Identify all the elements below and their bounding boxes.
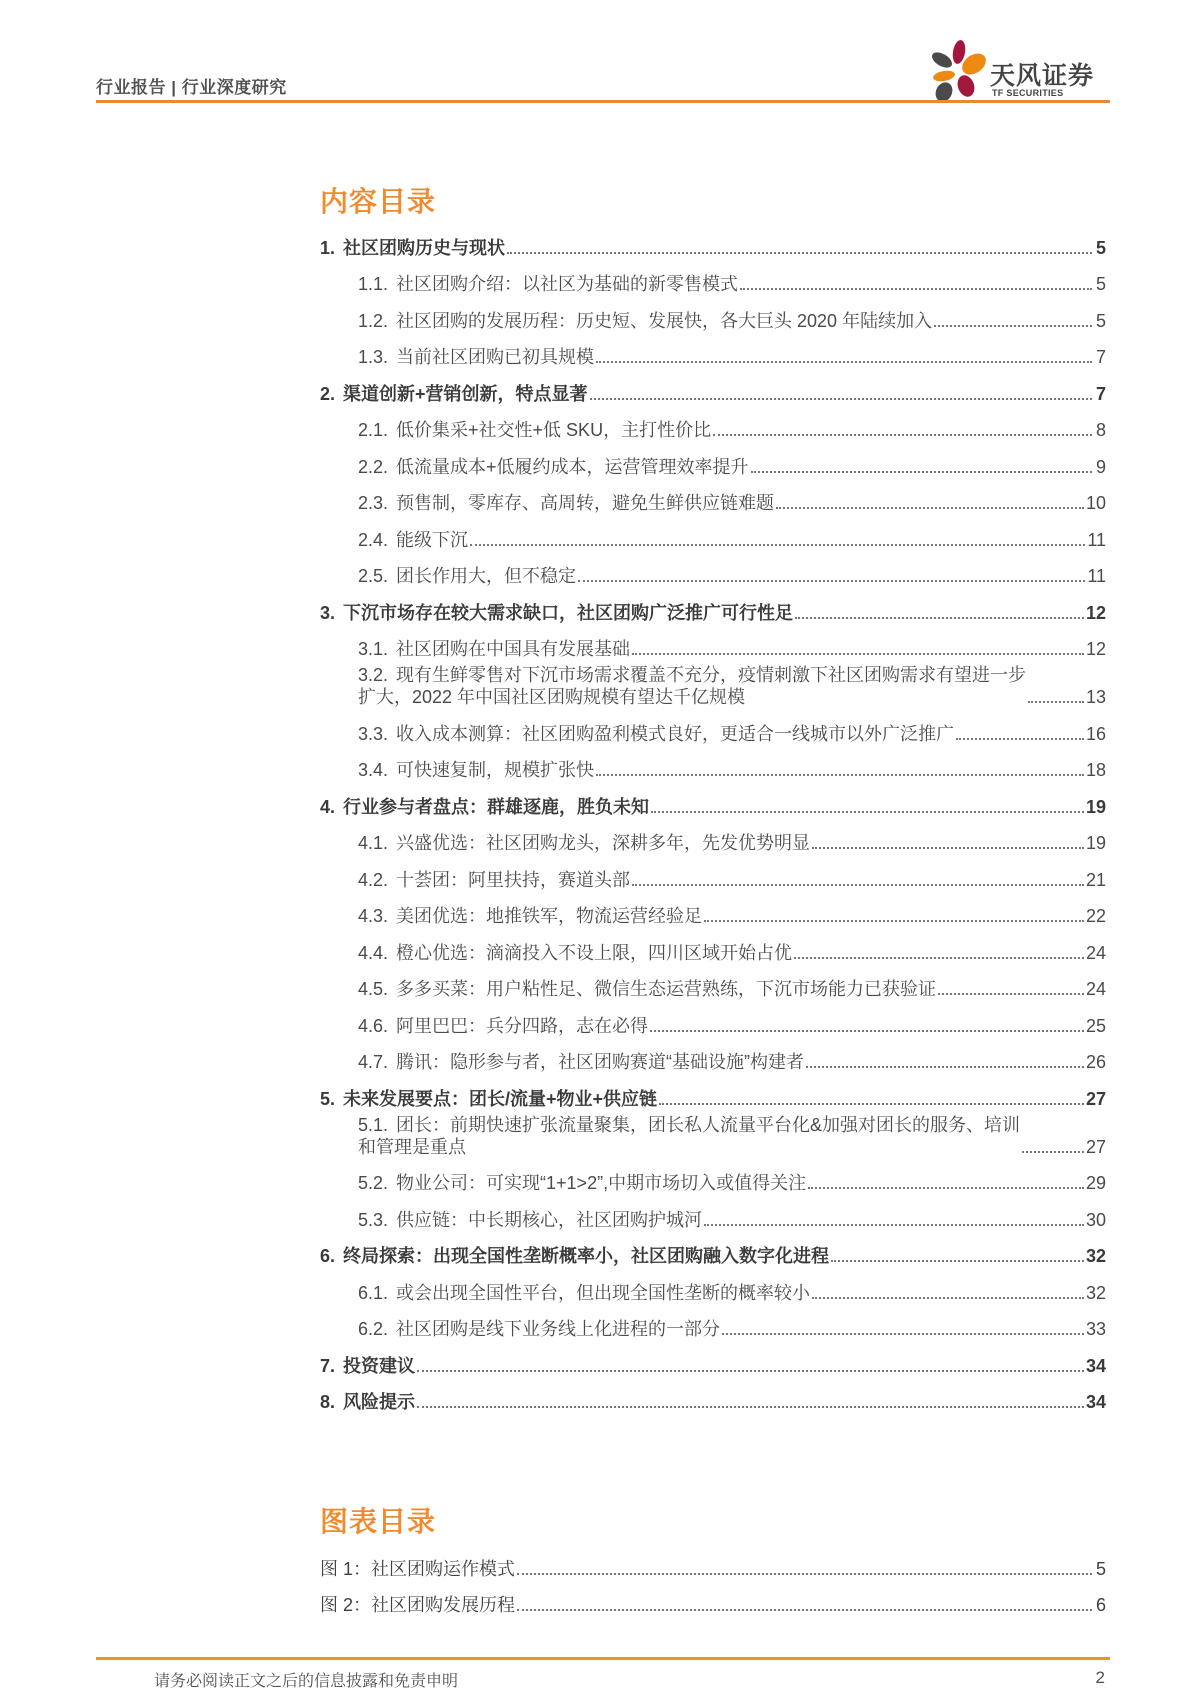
toc-entry-title: 物业公司：可实现“1+1>2”,中期市场切入或值得关注 <box>396 1173 807 1193</box>
figure-entry-page: 6 <box>1095 1595 1106 1615</box>
toc-entry-text <box>358 1114 1020 1158</box>
dot-leader <box>722 1333 1084 1335</box>
dot-leader <box>417 1406 1084 1408</box>
dot-leader <box>934 325 1092 327</box>
toc-entry-number: 2.3. <box>358 493 389 513</box>
toc-title: 内容目录 <box>320 186 437 217</box>
toc-entry[interactable] <box>320 1377 1106 1414</box>
toc-entry[interactable] <box>320 551 1106 588</box>
toc-entry-title: 供应链：中长期核心，社区团购护城河 <box>396 1209 703 1230</box>
toc-entry-number: 6. <box>320 1246 336 1266</box>
toc-entry-title: 或会出现全国性平台，但出现全国性垄断的概率较小 <box>396 1282 811 1303</box>
toc-entry-page: 34 <box>1085 1392 1106 1412</box>
toc-entry-page: 27 <box>1085 1136 1106 1157</box>
report-category: 行业报告 | 行业深度研究 <box>96 78 287 97</box>
toc-entry-line1 <box>358 664 1026 686</box>
toc-entry-title: 多多买菜：用户粘性足、微信生态运营熟练，下沉市场能力已获验证 <box>396 979 937 999</box>
toc-entry-number: 3.1. <box>358 639 389 659</box>
toc-entry[interactable] <box>320 441 1106 478</box>
toc-entry-title: 社区团购在中国具有发展基础 <box>396 639 631 659</box>
toc-entry-title: 风险提示 <box>343 1392 416 1412</box>
toc-entry-page: 7 <box>1095 347 1106 367</box>
toc-entry-page: 21 <box>1085 869 1106 890</box>
dot-leader <box>632 884 1084 886</box>
toc-entry-title: 社区团购介绍：以社区为基础的新零售模式 <box>396 274 739 294</box>
toc-entry-number: 2.2. <box>358 456 389 477</box>
toc-entry[interactable] <box>320 1158 1106 1195</box>
toc-entry[interactable] <box>320 1110 1106 1158</box>
toc-entry-page: 13 <box>1085 687 1106 707</box>
footer-divider <box>96 1657 1110 1660</box>
toc-entry-number: 4.1. <box>358 833 389 853</box>
dot-leader <box>740 288 1092 290</box>
logo-text-en: TF SECURITIES <box>992 88 1064 98</box>
toc-entry[interactable] <box>320 514 1106 551</box>
toc-entry-title: 美团优选：地推铁军，物流运营经验足 <box>396 906 703 926</box>
dot-leader <box>704 1224 1084 1226</box>
dot-leader <box>1028 701 1084 703</box>
toc-entry-page: 11 <box>1087 566 1106 586</box>
footer-disclaimer: 请务必阅读正文之后的信息披露和免责申明 <box>154 1673 459 1690</box>
toc-entry[interactable] <box>320 781 1106 818</box>
toc-entry-page: 12 <box>1085 602 1106 623</box>
toc-entry-title: 兴盛优选：社区团购龙头，深耕多年，先发优势明显 <box>396 833 811 853</box>
toc-entry-title: 预售制，零库存、高周转，避免生鲜供应链难题 <box>396 493 775 513</box>
toc-entry-number: 2.4. <box>358 529 389 550</box>
dot-leader <box>417 1370 1084 1372</box>
toc-entry-title: 收入成本测算：社区团购盈利模式良好，更适合一线城市以外广泛推广 <box>396 723 955 744</box>
toc-entry-number: 8. <box>320 1392 336 1412</box>
header-divider <box>96 100 1110 103</box>
figure-entry-title: 社区团购发展历程 <box>371 1595 516 1615</box>
toc-entry[interactable] <box>320 854 1106 891</box>
toc-entry-number: 2. <box>320 383 336 404</box>
dot-leader <box>806 1066 1084 1068</box>
toc-entry-page: 34 <box>1085 1355 1106 1376</box>
toc-entry[interactable] <box>320 1304 1106 1341</box>
toc-entry-number: 5.3. <box>358 1209 389 1230</box>
toc-entry-line2: 扩大，2022 年中国社区团购规模有望达千亿规模 <box>358 687 746 707</box>
toc-entry-page: 8 <box>1095 420 1106 440</box>
toc-entry-title: 社区团购的发展历程：历史短、发展快，各大巨头 2020 年陆续加入 <box>396 310 933 331</box>
toc-entry-line2: 和管理是重点 <box>358 1136 466 1157</box>
toc-entry-title: 低流量成本+低履约成本，运营管理效率提升 <box>396 456 749 477</box>
toc-entry-title: 终局探索：出现全国性垄断概率小，社区团购融入数字化进程 <box>343 1246 830 1266</box>
toc-entry-number: 1.3. <box>358 347 389 367</box>
dot-leader <box>1022 1151 1084 1153</box>
toc-entry[interactable] <box>320 332 1106 369</box>
toc-entry-number: 5.1. <box>358 1114 389 1135</box>
toc-entry-title: 低价集采+社交性+低 SKU，主打性价比 <box>396 420 712 440</box>
toc-entry-title: 团长：前期快速扩张流量聚集，团长私人流量平台化&加强对团长的服务、培训 <box>396 1114 1021 1135</box>
toc-entry-title: 社区团购是线下业务线上化进程的一部分 <box>396 1319 721 1339</box>
toc-entry-page: 19 <box>1085 833 1106 853</box>
toc-entry-page: 24 <box>1085 979 1106 999</box>
dot-leader <box>517 1609 1092 1611</box>
toc-entry-number: 3.2. <box>358 665 389 685</box>
toc-entry-page: 32 <box>1085 1246 1106 1266</box>
toc-entry[interactable] <box>320 259 1106 296</box>
toc-entry-line1 <box>358 1114 1020 1136</box>
toc-entry-title: 十荟团：阿里扶持，赛道头部 <box>396 869 631 890</box>
toc-entry[interactable] <box>320 587 1106 624</box>
toc-entry-text <box>358 664 1026 708</box>
dot-leader <box>651 811 1084 813</box>
toc-entry-page: 5 <box>1095 274 1106 294</box>
toc-entry[interactable] <box>320 660 1106 708</box>
dot-leader <box>794 957 1084 959</box>
toc-entry-title: 投资建议 <box>343 1355 416 1376</box>
figure-entry[interactable] <box>320 1580 1106 1617</box>
toc-entry-page: 10 <box>1085 493 1106 513</box>
dot-leader <box>704 920 1084 922</box>
dot-leader <box>507 252 1092 254</box>
toc-entry[interactable] <box>320 1231 1106 1268</box>
toc-entry-number: 4.6. <box>358 1015 389 1036</box>
dot-leader <box>659 1103 1084 1105</box>
toc-entry[interactable] <box>320 891 1106 928</box>
dot-leader <box>956 738 1084 740</box>
toc-entry-number: 7. <box>320 1355 336 1376</box>
toc-entry-number: 2.1. <box>358 420 389 440</box>
toc-entry-title: 橙心优选：滴滴投入不设上限，四川区域开始占优 <box>396 942 793 963</box>
dot-leader <box>938 993 1084 995</box>
toc-entry-number: 4. <box>320 796 336 817</box>
toc-entry-number: 4.4. <box>358 942 389 963</box>
toc-entry-title: 团长作用大，但不稳定 <box>396 566 577 586</box>
figure-entry[interactable] <box>320 1543 1106 1580</box>
dot-leader <box>590 398 1092 400</box>
toc-entry-number: 3.3. <box>358 723 389 744</box>
toc-entry-number: 6.1. <box>358 1282 389 1303</box>
figures-title: 图表目录 <box>320 1506 437 1537</box>
toc-entry-page: 12 <box>1085 639 1106 659</box>
toc-entry-page: 32 <box>1085 1282 1106 1303</box>
toc-entry[interactable] <box>320 405 1106 442</box>
toc-entry-number: 5. <box>320 1088 336 1109</box>
toc-entry[interactable] <box>320 1000 1106 1037</box>
dot-leader <box>596 361 1092 363</box>
dot-leader <box>470 544 1085 546</box>
dot-leader <box>812 1297 1084 1299</box>
toc-entry[interactable] <box>320 708 1106 745</box>
figures-list <box>320 1543 1106 1616</box>
toc-entry-number: 4.2. <box>358 869 389 890</box>
dot-leader <box>632 653 1084 655</box>
figure-entry-number: 图 1： <box>320 1558 372 1579</box>
toc-entry-title: 能级下沉 <box>396 529 469 550</box>
toc-entry-page: 9 <box>1095 456 1106 477</box>
toc-entry-number: 6.2. <box>358 1319 389 1339</box>
toc-entry-title: 当前社区团购已初具规模 <box>396 347 595 367</box>
toc-entry-number: 5.2. <box>358 1173 389 1193</box>
toc-entry-number: 3. <box>320 602 336 623</box>
toc-entry[interactable] <box>320 745 1106 782</box>
toc-entry[interactable] <box>320 818 1106 855</box>
toc-entry-page: 26 <box>1085 1052 1106 1072</box>
toc-entry-title: 未来发展要点：团长/流量+物业+供应链 <box>343 1088 658 1109</box>
toc-entry-page: 22 <box>1085 906 1106 926</box>
toc-entry-title: 渠道创新+营销创新，特点显著 <box>343 383 588 404</box>
figure-entry-page: 5 <box>1095 1558 1106 1579</box>
dot-leader <box>578 580 1085 582</box>
dot-leader <box>795 617 1084 619</box>
toc-entry-page: 25 <box>1085 1015 1106 1036</box>
toc-entry[interactable] <box>320 1194 1106 1231</box>
toc-entry-page: 19 <box>1085 796 1106 817</box>
toc-entry-page: 30 <box>1085 1209 1106 1230</box>
toc-entry[interactable] <box>320 295 1106 332</box>
company-logo <box>930 38 1110 100</box>
dot-leader <box>517 1573 1092 1575</box>
toc-entry[interactable] <box>320 1073 1106 1110</box>
toc-entry[interactable] <box>320 1037 1106 1074</box>
toc-entry-number: 1.2. <box>358 310 389 331</box>
toc-entry-page: 24 <box>1085 942 1106 963</box>
toc-entry-title: 阿里巴巴：兵分四路，志在必得 <box>396 1015 649 1036</box>
toc-entry-number: 3.4. <box>358 760 389 780</box>
toc-entry-page: 27 <box>1085 1088 1106 1109</box>
figure-entry-number: 图 2： <box>320 1595 372 1615</box>
toc-entry-number: 4.3. <box>358 906 389 926</box>
page-header <box>96 0 1110 104</box>
toc-entry[interactable] <box>320 1267 1106 1304</box>
toc-entry-number: 1.1. <box>358 274 389 294</box>
dot-leader <box>812 847 1084 849</box>
toc-entry-page: 16 <box>1085 723 1106 744</box>
dot-leader <box>776 507 1084 509</box>
logo-text-cn: 天风证券 <box>990 62 1095 90</box>
dot-leader <box>751 471 1092 473</box>
toc-entry-title: 现有生鲜零售对下沉市场需求覆盖不充分，疫情刺激下社区团购需求有望进一步 <box>396 665 1027 685</box>
toc-entry-number: 4.5. <box>358 979 389 999</box>
toc-entry[interactable] <box>320 927 1106 964</box>
toc-entry-page: 5 <box>1095 237 1106 258</box>
tf-flower-logo-icon <box>930 38 988 104</box>
dot-leader <box>831 1260 1084 1262</box>
toc-entry-number: 2.5. <box>358 566 389 586</box>
dot-leader <box>808 1187 1084 1189</box>
table-of-contents <box>320 222 1106 1413</box>
page-number: 2 <box>1095 1668 1105 1687</box>
toc-entry-title: 行业参与者盘点：群雄逐鹿，胜负未知 <box>343 796 650 817</box>
toc-entry-number: 1. <box>320 237 336 258</box>
toc-entry[interactable] <box>320 222 1106 259</box>
toc-entry-page: 7 <box>1095 383 1106 404</box>
dot-leader <box>650 1030 1084 1032</box>
toc-entry-page: 33 <box>1085 1319 1106 1339</box>
toc-entry[interactable] <box>320 964 1106 1001</box>
toc-entry-title: 可快速复制，规模扩张快 <box>396 760 595 780</box>
toc-entry[interactable] <box>320 1340 1106 1377</box>
toc-entry-title: 社区团购历史与现状 <box>343 237 506 258</box>
dot-leader <box>596 774 1084 776</box>
figure-entry-title: 社区团购运作模式 <box>371 1558 516 1579</box>
toc-entry-title: 下沉市场存在较大需求缺口，社区团购广泛推广可行性足 <box>343 602 794 623</box>
toc-entry[interactable] <box>320 368 1106 405</box>
toc-entry-title: 腾讯：隐形参与者，社区团购赛道“基础设施”构建者 <box>396 1052 805 1072</box>
toc-entry-number: 4.7. <box>358 1052 389 1072</box>
toc-entry[interactable] <box>320 478 1106 515</box>
toc-entry-page: 29 <box>1085 1173 1106 1193</box>
toc-entry-page: 11 <box>1087 529 1106 550</box>
toc-entry-page: 18 <box>1085 760 1106 780</box>
toc-entry[interactable] <box>320 624 1106 661</box>
toc-entry-page: 5 <box>1095 310 1106 331</box>
dot-leader <box>713 434 1092 436</box>
